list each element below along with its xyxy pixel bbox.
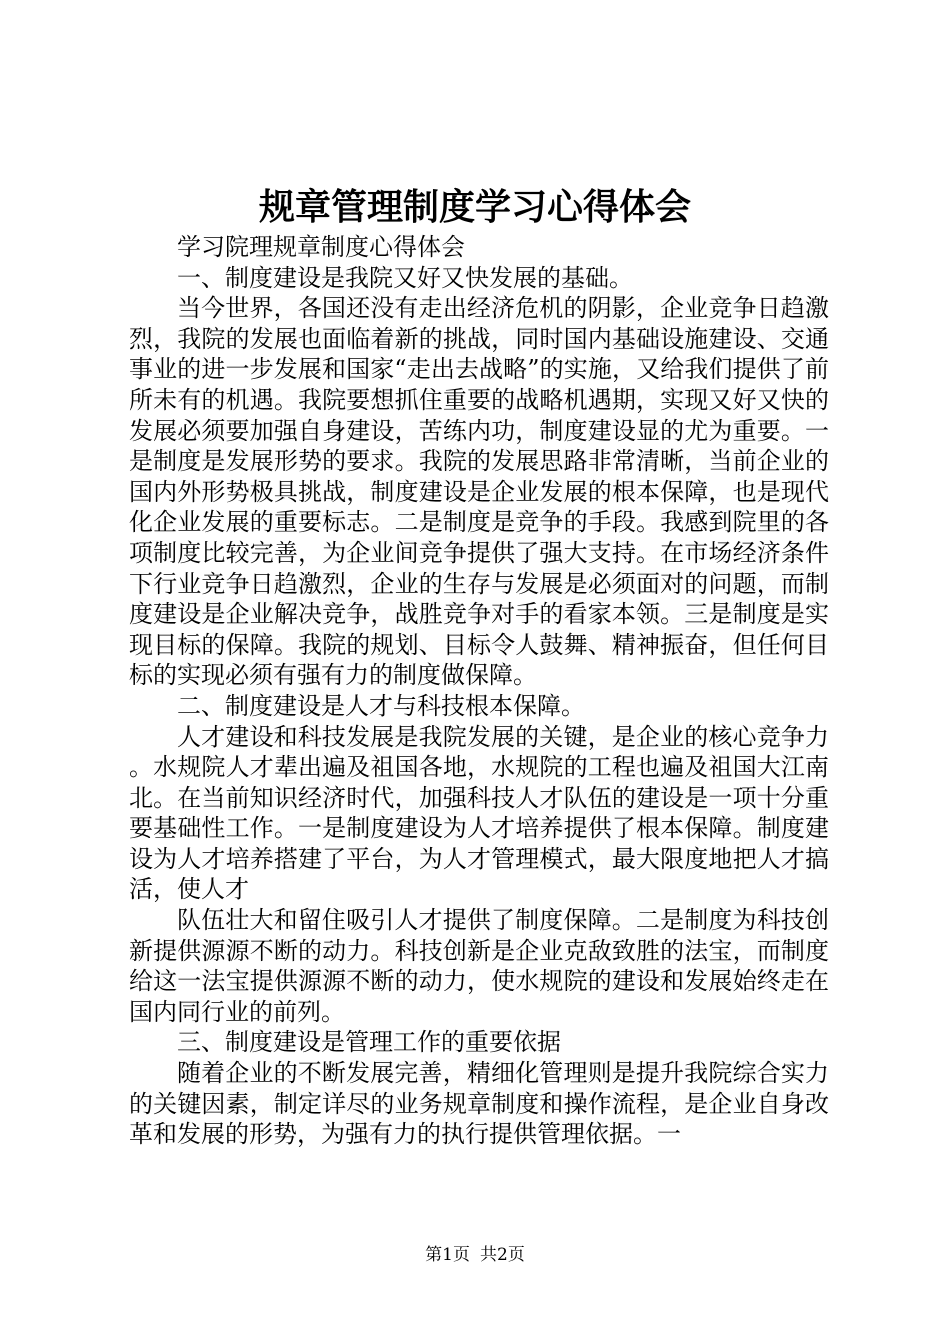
section-heading-1: 一、制度建设是我院又好又快发展的基础。 [177, 263, 633, 292]
section-heading-2: 二、制度建设是人才与科技根本保障。 [177, 691, 585, 720]
page-number: 第1页 [425, 1245, 470, 1265]
paragraph: 随着企业的不断发展完善，精细化管理则是提升我院综合实力的关键因素，制定详尽的业务规章制度和操作流程，是企业自身改革和发展的形势，为强有力的执行提供管理依据。一 [129, 1059, 829, 1149]
page-footer [0, 1243, 950, 1267]
subtitle: 学习院理规章制度心得体会 [177, 233, 465, 261]
page-total: 共2页 [480, 1245, 525, 1265]
section-heading-3: 三、制度建设是管理工作的重要依据 [177, 1028, 561, 1057]
document-body [129, 232, 829, 1150]
document-title: 规章管理制度学习心得体会 [258, 186, 691, 228]
paragraph: 当今世界，各国还没有走出经济危机的阴影，企业竞争日趋激烈，我院的发展也面临着新的挑战，同时国内基础设施建设、交通事业的进一步发展和国家“走出去战略”的实施，又给我们提供了前所未有的机遇。我院要想抓住重要的战略机遇期，实现又好又快的发展必须要加强自身建设，苦练内功，制度建设显的尤为重要。一是制度是发展形势的要求。我院的发展思路非常清晰，当前企业的国内外形势极具挑战，制度建设是企业发展的根本保障，也是现代化企业发展的重要标志。二是制度是竞争的手段。我感到院里的各项制度比较完善，为企业间竞争提供了强大支持。在市场经济条件下行业竞争日趋激烈，企业的生存与发展是必须面对的问题，而制度建设是企业解决竞争，战胜竞争对手的看家本领。三是制度是实现目标的保障。我院的规划、目标令人鼓舞、精神振奋，但任何目标的实现必须有强有力的制度做保障。 [129, 294, 829, 690]
paragraph: 队伍壮大和留住吸引人才提供了制度保障。二是制度为科技创新提供源源不断的动力。科技创新是企业克敌致胜的法宝，而制度给这一法宝提供源源不断的动力，使水规院的建设和发展始终走在国内同行业的前列。 [129, 906, 829, 1026]
paragraph: 人才建设和科技发展是我院发展的关键，是企业的核心竞争力。水规院人才辈出遍及祖国各地，水规院的工程也遍及祖国大江南北。在当前知识经济时代，加强科技人才队伍的建设是一项十分重要基础性工作。一是制度建设为人才培养提供了根本保障。制度建设为人才培养搭建了平台，为人才管理模式，最大限度地把人才搞活，使人才 [129, 722, 829, 904]
